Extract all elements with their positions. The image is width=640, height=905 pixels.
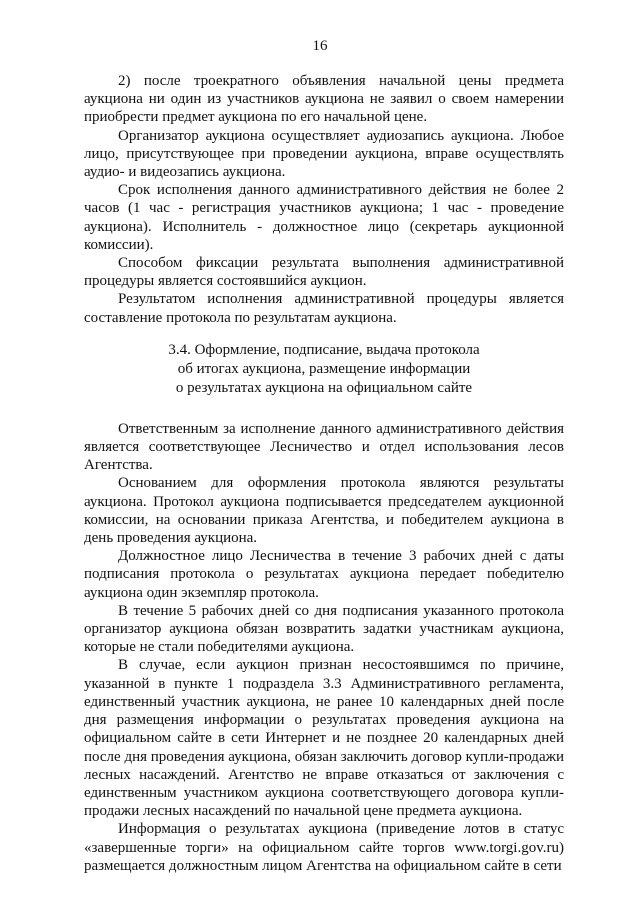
section-heading xyxy=(84,341,564,398)
section-heading-line-2: об итогах аукциона, размещение информации xyxy=(177,360,471,377)
paragraph-procedure-result: Результатом исполнения административной процедуры является составление протокола по результатам аукциона. xyxy=(84,291,564,326)
paragraph-failed-auction: В случае, если аукцион признан несостоявшимся по причине, указанной в пункте 1 подраздела 3.3 Административного регламента, единственный участник аукциона, не ранее 10 календарных дней после дня размещения информации о результатах проведения аукциона на официальном сайте в сети Интернет и не позднее 20 календарных дней после дня проведения аукциона, обязан заключить договор купли-продажи лесных насаждений. Агентство не вправе отказаться от заключения с единственным участником аукциона соответствующего договора купли-продажи лесных насаждений по начальной цене предмета аукциона. xyxy=(84,657,564,820)
document-body xyxy=(84,72,564,875)
paragraph-deposit-return: В течение 5 рабочих дней со дня подписания указанного протокола организатор аукциона обязан возвратить задатки участникам аукциона, которые не стали победителями аукциона. xyxy=(84,602,564,656)
paragraph-fixation-method: Способом фиксации результата выполнения административной процедуры является состоявшийся аукцион. xyxy=(84,255,564,290)
paragraph-audio-recording: Организатор аукциона осуществляет аудиозапись аукциона. Любое лицо, присутствующее при проведении аукциона, вправе осуществлять аудио- и видеозапись аукциона. xyxy=(84,127,564,181)
paragraph-results-publication: Информация о результатах аукциона (приведение лотов в статус «завершенные торги» на официальном сайте торгов www.torgi.gov.ru) размещается должностным лицом Агентства на официальном сайте в сети xyxy=(84,821,564,874)
paragraph-protocol-transfer: Должностное лицо Лесничества в течение 3 рабочих дней с даты подписания протокола о результатах аукциона передает победителю аукциона один экземпляр протокола. xyxy=(84,548,564,601)
section-heading-line-3: о результатах аукциона на официальном сайте xyxy=(175,379,473,396)
paragraph-protocol-basis: Основанием для оформления протокола являются результаты аукциона. Протокол аукциона подписывается председателем аукционной комиссии, на основании приказа Агентства, и победителем аукциона в день проведения аукциона. xyxy=(84,475,564,547)
page-number: 16 xyxy=(312,38,328,54)
paragraph-responsible: Ответственным за исполнение данного административного действия является соответствующее Лесничество и отдел использования лесов Агентства. xyxy=(84,420,564,474)
paragraph-auction-condition: 2) после троекратного объявления начальной цены предмета аукциона ни один из участников аукциона не заявил о своем намерении приобрести предмет аукциона по его начальной цене. xyxy=(84,73,564,126)
paragraph-execution-term: Срок исполнения данного административного действия не более 2 часов (1 час - регистрация участников аукциона; 1 час - проведение аукциона). Исполнитель - должностное лицо (секретарь аукционной комиссии). xyxy=(84,182,564,253)
section-heading-line-1: 3.4. Оформление, подписание, выдача протокола xyxy=(168,341,480,358)
